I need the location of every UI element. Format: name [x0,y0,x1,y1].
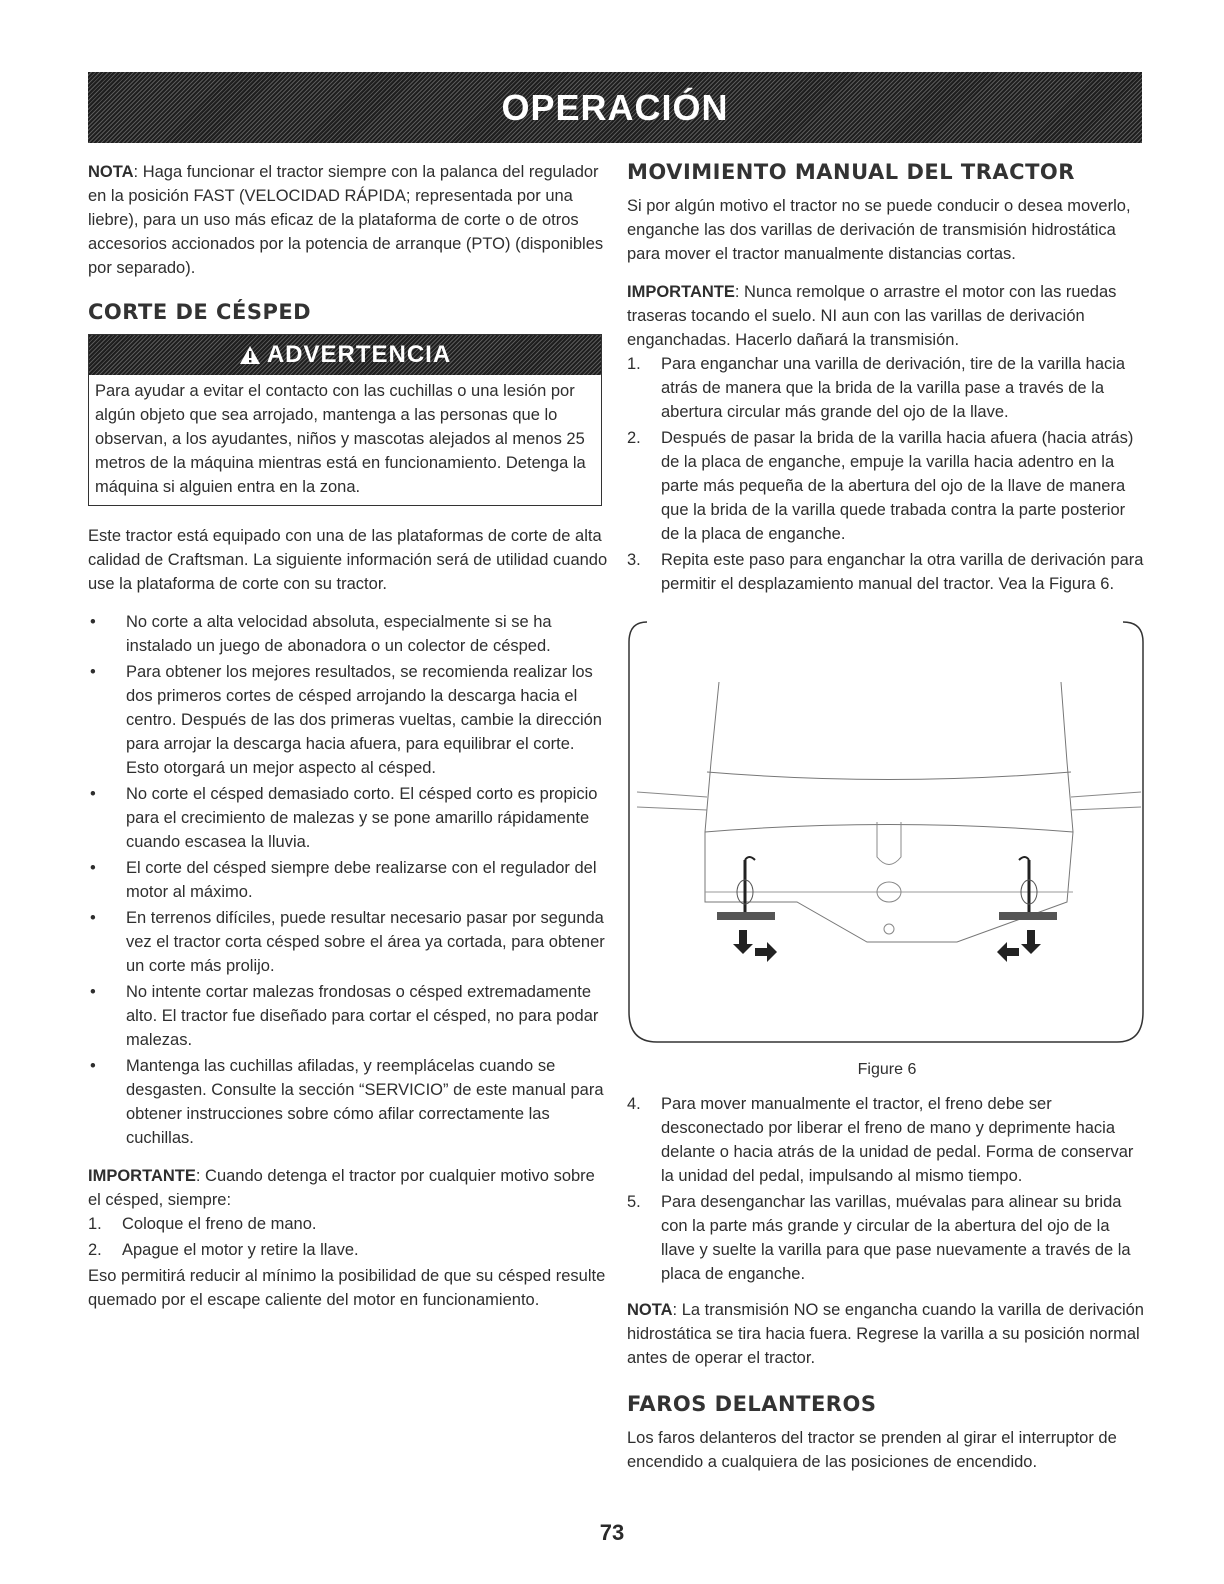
warning-header [89,335,601,375]
page-header-banner [88,72,1142,143]
nota-text: : Haga funcionar el tractor siempre con la palanca del regulador en la posición FAST (VELOCIDAD RÁPIDA; representada por una liebre), para un uso más eficaz de la plataforma de corte o de otros accesorios accionados por la potencia de arranque (PTO) (disponibles por separado). [88,163,604,277]
warning-text: Para ayudar a evitar el contacto con las cuchillas o una lesión por algún objeto que sea arrojado, mantenga a las personas que lo observan, a los ayudantes, niños y mascotas alejados al menos 25 metros de la máquina mientras está en funcionamiento. Detenga la máquina si alguien entra en la zona. [95,382,586,496]
faros-paragraph: Los faros delanteros del tractor se prenden al girar el interruptor de encendido a cualquiera de las posiciones de encendido. [627,1429,1117,1471]
list-item: • No intente cortar malezas frondosas o césped extremadamente alto. El tractor fue diseñado para cortar el césped, no para podar malezas. [90,983,599,1049]
figure-6 [627,602,1147,1052]
tractor-bypass-illustration [627,602,1147,1052]
importante-paragraph-right [627,280,1147,352]
list-item: 3. Repita este paso para enganchar la otra varilla de derivación para permitir el desplazamiento manual del tractor. Vea la Figura 6. [627,551,1144,593]
left-column [88,160,608,1326]
nota-lead-right: NOTA [627,1301,673,1319]
list-item: • Para obtener los mejores resultados, se recomienda realizar los dos primeros cortes de césped arrojando la descarga hacia el centro. Después de las dos primeras vueltas, cambie la dirección para arrojar la descarga hacia afuera, para equilibrar el corte. Esto otorgará un mejor aspecto al césped. [90,663,602,777]
section-title-corte: CORTE DE CÉSPED [88,300,312,324]
list-item: • Mantenga las cuchillas afiladas, y reemplácelas cuando se desgasten. Consulte la sección “SERVICIO” de este manual para obtener instrucciones sobre cómo afilar correctamente las cuchillas. [90,1057,604,1147]
list-item: 2. Apague el motor y retire la llave. [88,1241,359,1259]
warning-box [88,334,602,506]
list-item: • El corte del césped siempre debe realizarse con el regulador del motor al máximo. [90,859,597,901]
page-number: 73 [599,1520,625,1545]
bypass-steps-list [627,352,1147,596]
importante-lead: IMPORTANTE [88,1167,196,1185]
figure-caption: Figure 6 [857,1061,917,1078]
closing-paragraph: Eso permitirá reducir al mínimo la posibilidad de que su césped resulte quemado por el escape caliente del motor en funcionamiento. [88,1267,606,1309]
right-column [627,160,1147,1488]
section-title-movimiento: MOVIMIENTO MANUAL DEL TRACTOR [627,160,1075,184]
bullet-list [88,610,608,1150]
importante-lead-right: IMPORTANTE [627,283,735,301]
nota-lead: NOTA [88,163,134,181]
intro-paragraph: Este tractor está equipado con una de las plataformas de corte de alta calidad de Craftsman. La siguiente información será de utilidad cuando use la plataforma de corte con su tractor. [88,527,608,593]
warning-triangle-icon [239,345,261,365]
nota-paragraph-right [627,1298,1147,1370]
nota-text-right: : La transmisión NO se engancha cuando la varilla de derivación hidrostática se tira hacia fuera. Regrese la varilla a su posición normal antes de operar el tractor. [627,1301,1144,1367]
section-title-faros: FAROS DELANTEROS [627,1392,877,1416]
importante-paragraph [88,1164,608,1212]
list-item: 1. Para enganchar una varilla de derivación, tire de la varilla hacia atrás de manera que la brida de la varilla pase a través de la abertura circular más grande del ojo de la llave. [627,355,1126,421]
list-item: 4. Para mover manualmente el tractor, el freno debe ser desconectado por liberar el freno de mano y deprimente hacia delante o hacia atrás de la unidad de pedal. Forma de conservar la unidad del pedal, impulsando al mismo tiempo. [627,1095,1134,1185]
list-item: • No corte el césped demasiado corto. El césped corto es propicio para el crecimiento de malezas y se pone amarillo rápidamente cuando escasea la lluvia. [90,785,598,851]
list-item: 1. Coloque el freno de mano. [88,1215,317,1233]
list-item: 5. Para desenganchar las varillas, muévalas para alinear su brida con la parte más grande y circular de la abertura del ojo de la llave y suelte la varilla para que pase nuevamente a través de la placa de enganche. [627,1193,1131,1283]
warning-label: ADVERTENCIA [266,341,452,368]
list-item: • No corte a alta velocidad absoluta, especialmente si se ha instalado un juego de abonadora o un colector de césped. [90,613,552,655]
nota-paragraph [88,160,608,280]
bypass-steps-list-continued [627,1092,1147,1286]
list-item: 2. Después de pasar la brida de la varilla hacia afuera (hacia atrás) de la placa de enganche, empuje la varilla hacia adentro en la parte más pequeña de la abertura del ojo de la llave de manera que la brida de la varilla quede trabada contra la parte posterior de la placa de enganche. [627,429,1134,543]
list-item: • En terrenos difíciles, puede resultar necesario pasar por segunda vez el tractor corta césped sobre el área ya cortada, para obtener un corte más prolijo. [90,909,605,975]
page-title: OPERACIÓN [501,86,729,128]
stop-steps-list [88,1212,608,1262]
importante-text-right: : Nunca remolque o arrastre el motor con las ruedas traseras tocando el suelo. NI aun con las varillas de derivación enganchadas. Hacerlo dañará la transmisión. [627,283,1117,349]
movimiento-intro: Si por algún motivo el tractor no se puede conducir o desea moverlo, enganche las dos varillas de derivación de transmisión hidrostática para mover el tractor manualmente distancias cortas. [627,197,1131,263]
importante-text: : Cuando detenga el tractor por cualquier motivo sobre el césped, siempre: [88,1167,595,1209]
